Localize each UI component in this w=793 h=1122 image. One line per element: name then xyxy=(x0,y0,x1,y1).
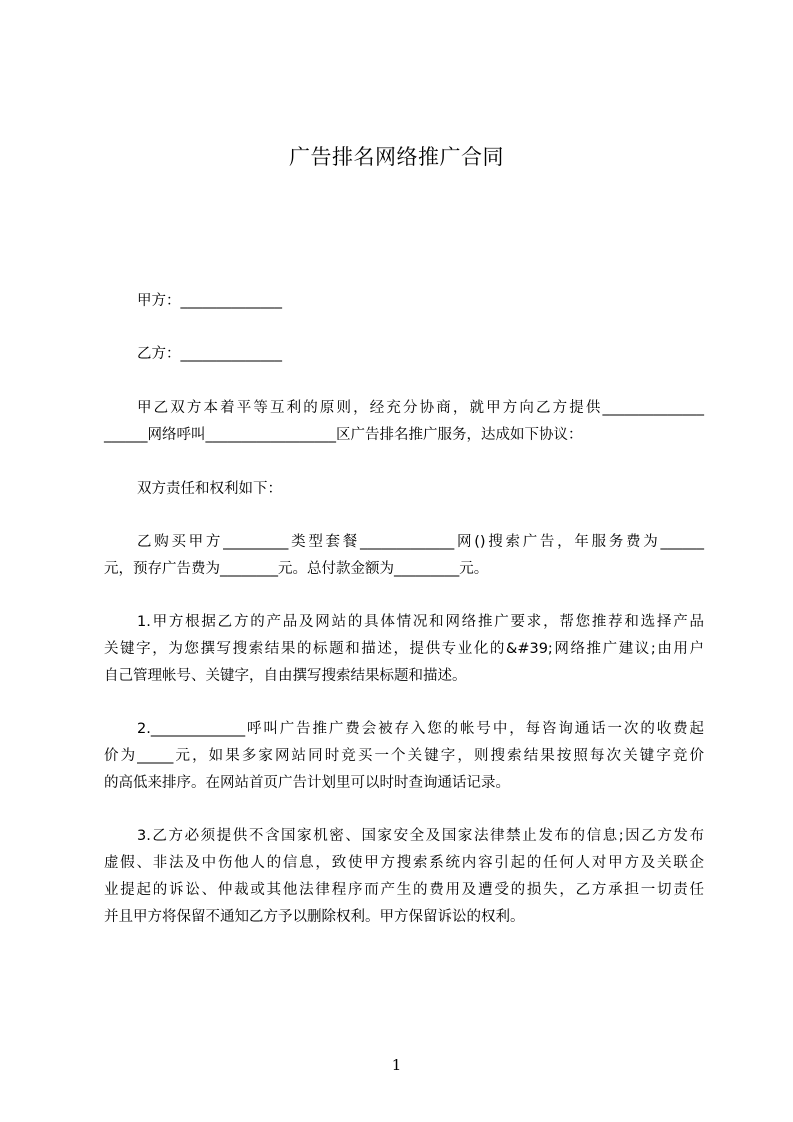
purchase-line-1: 乙购买甲方_________类型套餐_____________网()搜索广告，年服务费为______ xyxy=(137,534,704,550)
clause-3-line-4: 并且甲方将保留不通知乙方予以删除权利。甲方保留诉讼的权利。 xyxy=(104,909,525,925)
intro-line-2: ______网络呼叫__________________区广告排名推广服务，达成如下协议： xyxy=(104,427,583,443)
clause-3-line-2: 虚假、非法及中伤他人的信息，致使甲方搜索系统内容引起的任何人对甲方及关联企 xyxy=(104,855,704,871)
party-b-line: 乙方：______________ xyxy=(137,346,282,362)
party-a-line: 甲方：______________ xyxy=(137,293,282,309)
page-number: 1 xyxy=(391,1056,402,1074)
clause-3-line-3: 业提起的诉讼、仲裁或其他法律程序而产生的费用及遭受的损失，乙方承担一切责任 xyxy=(104,882,704,898)
clause-2-line-1: 2._____________呼叫广告推广费会被存入您的帐号中，每咨询通话一次的收费起 xyxy=(137,721,704,737)
clause-1-line-3: 自己管理帐号、关键字，自由撰写搜索结果标题和描述。 xyxy=(104,668,467,684)
clause-1-line-1: 1.甲方根据乙方的产品及网站的具体情况和网络推广要求，帮您推荐和选择产品 xyxy=(137,614,704,630)
intro-line-1: 甲乙双方本着平等互利的原则，经充分协商，就甲方向乙方提供______________ xyxy=(137,400,704,416)
rights-heading: 双方责任和权利如下： xyxy=(137,481,282,497)
clause-2-line-2: 价为_____元，如果多家网站同时竞买一个关键字，则搜索结果按照每次关键字竞价 xyxy=(104,748,704,764)
contract-title: 广告排名网络推广合同 xyxy=(289,145,504,169)
clause-2-line-3: 的高低来排序。在网站首页广告计划里可以时时查询通话记录。 xyxy=(104,775,510,791)
clause-1-line-2: 关键字，为您撰写搜索结果的标题和描述，提供专业化的&#39;网络推广建议;由用户 xyxy=(104,641,704,657)
clause-3-line-1: 3.乙方必须提供不含国家机密、国家安全及国家法律禁止发布的信息;因乙方发布 xyxy=(137,828,704,844)
purchase-line-2: 元，预存广告费为________元。总付款金额为_________元。 xyxy=(104,561,489,577)
